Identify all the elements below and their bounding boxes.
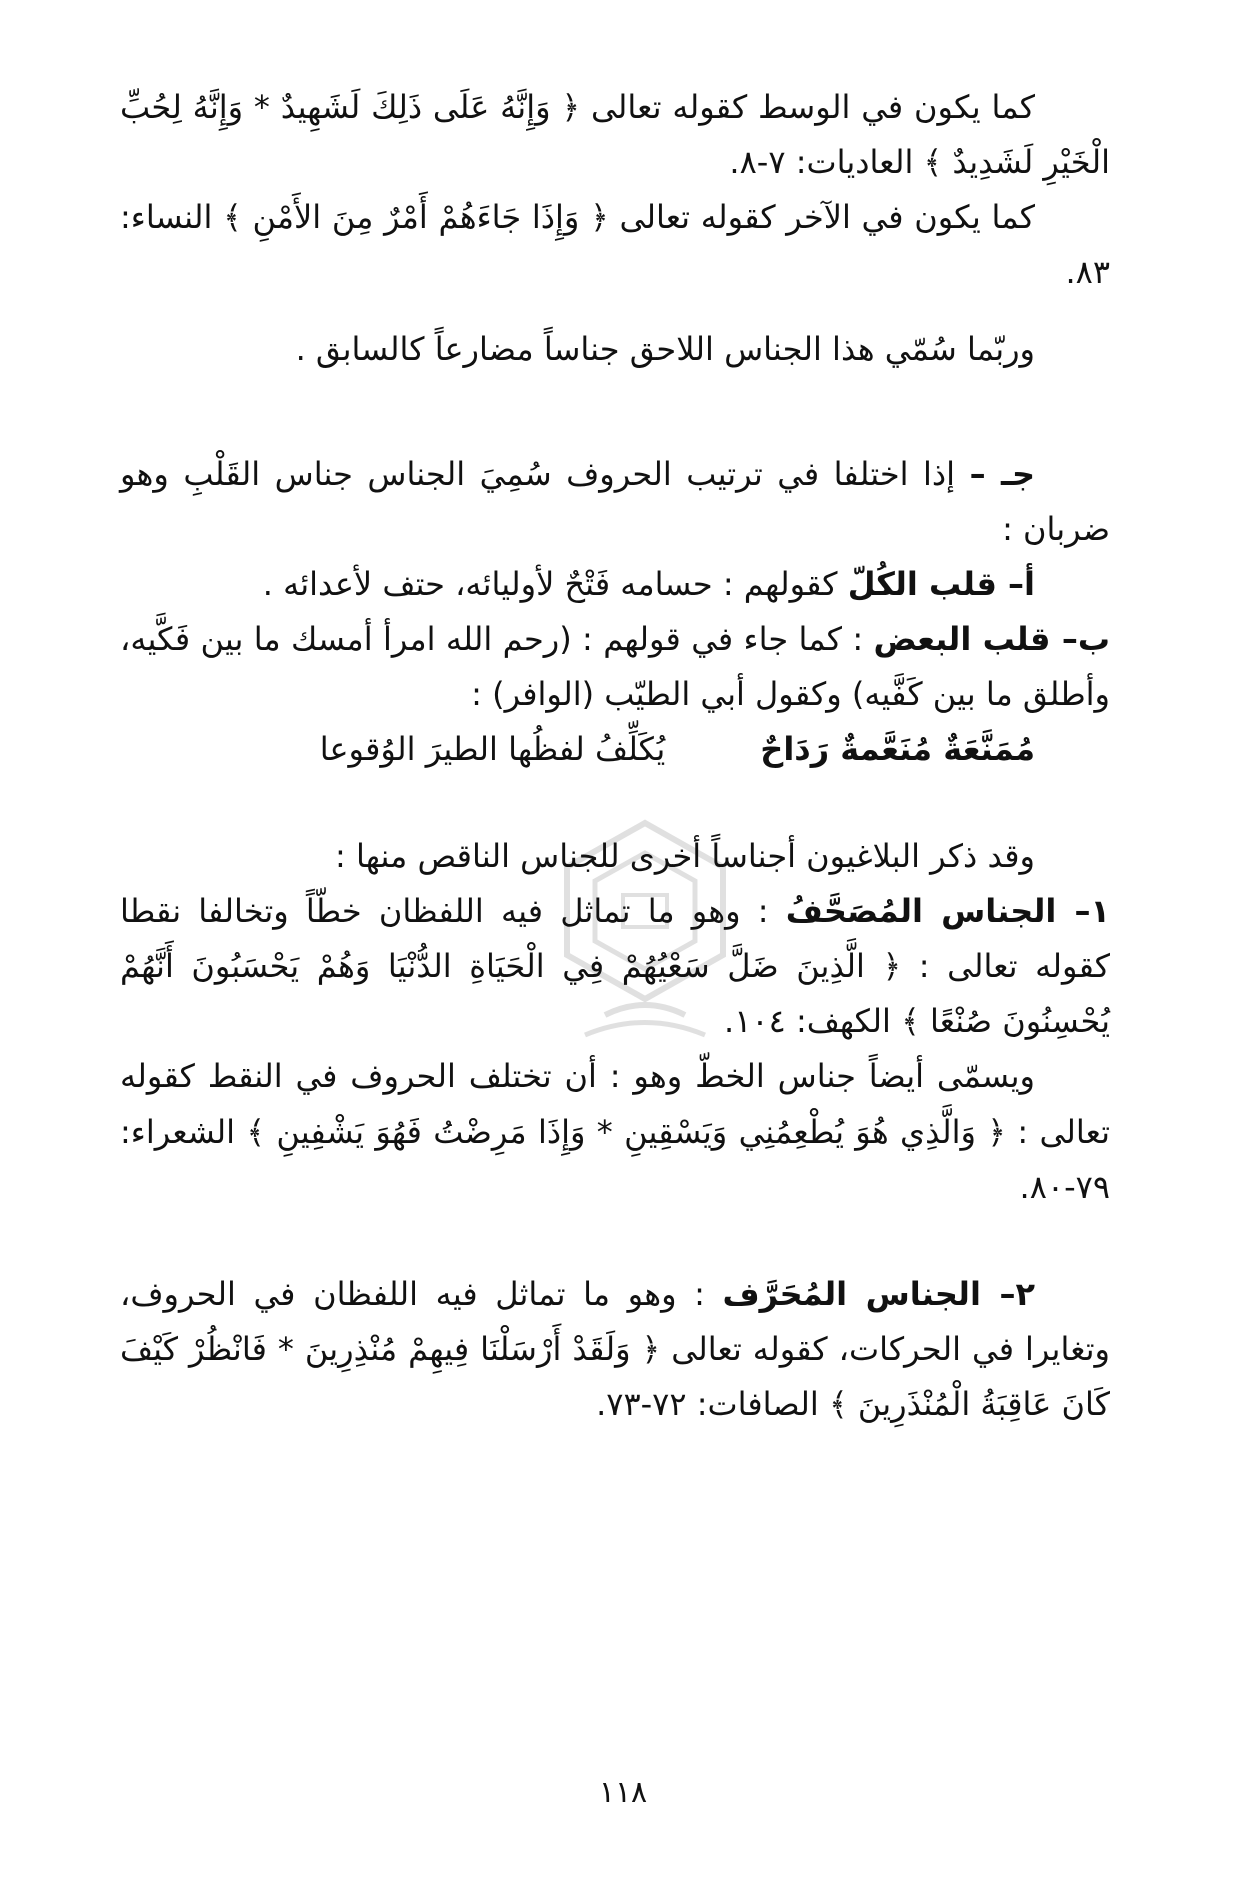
spacer xyxy=(120,1215,1110,1267)
qalb-kull-text: كقولهم : حسامه فَتْحٌ لأوليائه، حتف لأعدائه . xyxy=(262,565,838,604)
spacer xyxy=(120,300,1110,322)
page-number: ١١٨ xyxy=(598,1775,648,1810)
section-label-jim: جـ – xyxy=(969,455,1036,494)
qalb-kull-label: أ– قلب الكُلّ xyxy=(847,565,1035,604)
paragraph-other-types-intro: وقد ذكر البلاغيون أجناساً أخرى للجناس الناقص منها : xyxy=(335,837,1035,876)
paragraph-khat: ويسمّى أيضاً جناس الخطّ وهو : أن تختلف الحروف في النقط كقوله تعالى : ﴿ وَالَّذِي هُوَ يُطْعِمُنِي وَيَسْقِينِ * وَإِذَا مَرِضْتُ فَهُوَ يَشْفِينِ ﴾ الشعراء: ٧٩-٨٠. xyxy=(120,1057,1111,1206)
paragraph-middle-example: كما يكون في الوسط كقوله تعالى ﴿ وَإِنَّهُ عَلَى ذَلِكَ لَشَهِيدٌ * وَإِنَّهُ لِحُبِّ الْخَيْرِ لَشَدِيدٌ ﴾ العاديات: ٧-٨. xyxy=(120,88,1110,182)
paragraph-end-example: كما يكون في الآخر كقوله تعالى ﴿ وَإِذَا جَاءَهُمْ أَمْرٌ مِنَ الأَمْنِ ﴾ النساء: ٨٣. xyxy=(120,198,1110,292)
page-body xyxy=(120,80,1110,1432)
poetry-verse xyxy=(120,722,1110,777)
qalb-bad-label: ب– قلب البعض xyxy=(873,620,1111,659)
verse-first-hemistich: مُمَنَّعَةٌ مُنَعَّمةٌ رَدَاحٌ xyxy=(760,730,1035,769)
paragraph-muharraf xyxy=(120,1267,1110,1432)
muharraf-label: ٢– الجناس المُحَرَّف xyxy=(722,1274,1035,1313)
spacer xyxy=(120,777,1110,829)
qalb-bad-text: : كما جاء في قولهم : (رحم الله امرأ أمسك ما بين فَكَّيه، وأطلق ما بين كَفَّيه) وكقول أبي الطيّب (الوافر) : xyxy=(120,620,1110,714)
paragraph-musahhaf xyxy=(120,884,1110,1049)
paragraph-mudari-note: وربّما سُمّي هذا الجناس اللاحق جناساً مضارعاً كالسابق . xyxy=(295,330,1035,369)
muharraf-text: : وهو ما تماثل فيه اللفظان في الحروف، وتغايرا في الحركات، كقوله تعالى ﴿ وَلَقَدْ أَرْسَلْنَا فِيهِمْ مُنْذِرِينَ * فَانْظُرْ كَيْفَ كَانَ عَاقِبَةُ الْمُنْذَرِينَ ﴾ الصافات: ٧٢-٧٣. xyxy=(120,1274,1110,1423)
paragraph-qalb-intro xyxy=(120,447,1110,557)
spacer xyxy=(120,377,1110,447)
verse-second-hemistich: يُكَلِّفُ لفظُها الطيرَ الوُقوعا xyxy=(319,730,666,769)
paragraph-qalb-bad xyxy=(120,612,1110,722)
musahhaf-label: ١– الجناس المُصَحَّفُ xyxy=(785,892,1111,931)
musahhaf-text: : وهو ما تماثل فيه اللفظان خطّاً وتخالفا نقطا كقوله تعالى : ﴿ الَّذِينَ ضَلَّ سَعْيُهُمْ فِي الْحَيَاةِ الدُّنْيَا وَهُمْ يَحْسَبُونَ أَنَّهُمْ يُحْسِنُونَ صُنْعًا ﴾ الكهف: ١٠٤. xyxy=(120,892,1110,1041)
qalb-intro-text: إذا اختلفا في ترتيب الحروف سُمِيَ الجناس جناس القَلْبِ وهو ضربان : xyxy=(120,455,1110,549)
paragraph-qalb-kull xyxy=(120,557,1110,612)
